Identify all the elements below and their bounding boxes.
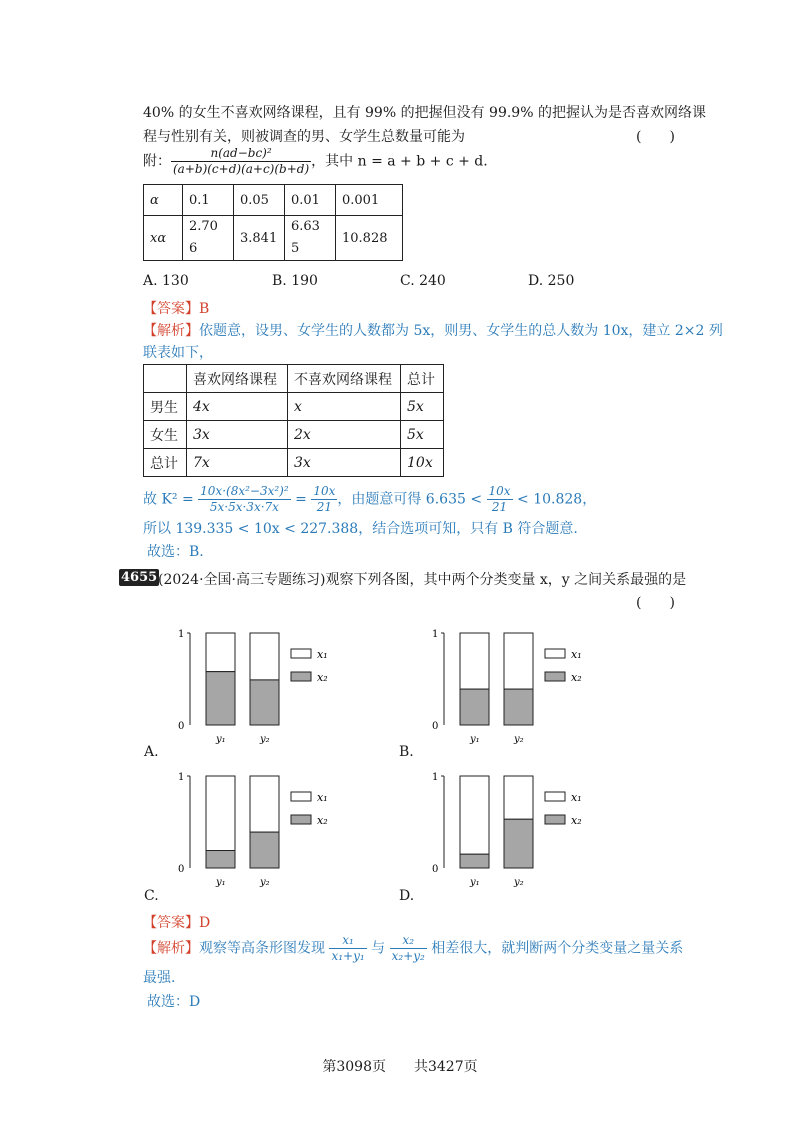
table-cell: 0.01 — [285, 185, 336, 216]
legend-label: x₂ — [317, 671, 328, 684]
table-cell: α — [144, 185, 183, 216]
legend-swatch-x1 — [291, 649, 311, 658]
option-d: D. 250 — [528, 273, 575, 289]
fraction-numerator: 10x — [488, 484, 511, 498]
x-category-label: y₂ — [514, 877, 524, 888]
table-cell: 女生 — [144, 421, 187, 449]
table-cell: 10.828 — [336, 216, 403, 261]
table-cell: 2.70 6 — [183, 216, 234, 261]
x-category-label: y₁ — [470, 877, 480, 888]
bar-segment-x2 — [206, 672, 235, 725]
bar-segment-x2 — [250, 680, 279, 725]
answer-line-2 — [143, 912, 210, 932]
legend-swatch-x2 — [291, 672, 311, 681]
chart-option-label: C. — [144, 888, 159, 904]
table-header-cell: 不喜欢网络课程 — [288, 365, 401, 393]
table-header-cell: 总计 — [401, 365, 444, 393]
option-b: B. 190 — [272, 273, 318, 289]
k-prefix: 故 K² = — [143, 491, 199, 508]
fraction-denominator: 21 — [316, 500, 332, 514]
analysis2-line2: 最强. — [143, 970, 176, 986]
legend-swatch-x2 — [545, 815, 565, 824]
table-cell: 0.05 — [234, 185, 285, 216]
table-cell: 6.63 5 — [285, 216, 336, 261]
bar-segment-x2 — [206, 851, 235, 868]
table-cell: 5x — [401, 421, 444, 449]
legend-swatch-x2 — [291, 815, 311, 824]
table-cell: 7x — [187, 449, 288, 477]
y-tick-label: 1 — [178, 629, 185, 640]
fraction-denominator: x₂+y₂ — [391, 949, 425, 963]
analysis-mid: 与 — [366, 940, 390, 957]
analysis-text: 依题意，设男、女学生的人数都为 5x，则男、女学生的总人数为 10x，建立 2×2 列 — [199, 323, 723, 339]
y-tick-label: 0 — [432, 721, 439, 732]
table-cell: 3.841 — [234, 216, 285, 261]
x-category-label: y₂ — [260, 734, 270, 745]
page-footer: 第3098页 共3427页 — [322, 1059, 478, 1075]
analysis-line2: 联表如下， — [143, 345, 213, 361]
legend-swatch-x1 — [545, 792, 565, 801]
formula-numerator: n(ad−bc)² — [171, 146, 311, 162]
legend-label: x₁ — [571, 648, 582, 661]
option-c: C. 240 — [400, 273, 446, 289]
analysis2-choice: 故选：D — [147, 994, 201, 1010]
chart-option-label: A. — [144, 744, 159, 760]
fraction-numerator: 10x — [313, 484, 336, 498]
table-cell: x — [288, 393, 401, 421]
question2-text: (2024·全国·高三专题练习)观察下列各图，其中两个分类变量 x，y 之间关系最强的是 — [158, 572, 687, 588]
y-tick-label: 1 — [432, 629, 439, 640]
table-cell: 3x — [187, 421, 288, 449]
table-cell: 10x — [401, 449, 444, 477]
answer-tag: 【答案】 — [143, 915, 199, 931]
ratio-fraction-2 — [390, 933, 427, 964]
bar-segment-x2 — [460, 689, 489, 725]
answer-value: B — [199, 301, 210, 317]
option-a: A. 130 — [143, 273, 189, 289]
chart-option-label: B. — [399, 744, 414, 760]
chart-option-label: D. — [399, 888, 415, 904]
bar-segment-x2 — [460, 854, 489, 868]
table-cell: 0.001 — [336, 185, 403, 216]
bar-segment-x2 — [250, 832, 279, 868]
fraction-numerator: x₁ — [329, 933, 366, 949]
fraction-denominator: 21 — [491, 500, 508, 514]
fraction-denominator: 5x·5x·3x·7x — [209, 500, 279, 514]
formula-prefix: 附： — [143, 153, 171, 170]
table-cell: 2x — [288, 421, 401, 449]
x-category-label: y₂ — [260, 877, 270, 888]
answer-value: D — [199, 915, 211, 931]
y-tick-label: 0 — [178, 864, 185, 875]
bar-segment-x1 — [460, 776, 489, 854]
answer-tag: 【答案】 — [143, 301, 199, 317]
legend-label: x₂ — [317, 814, 328, 827]
table-cell: 5x — [401, 393, 444, 421]
fraction-denominator: x₁+y₁ — [331, 949, 365, 963]
bar-segment-x1 — [206, 776, 235, 851]
answer-blank: ( ) — [636, 129, 675, 145]
table-cell: 3x — [288, 449, 401, 477]
k-mid-text: ，由题意可得 6.635 < — [337, 491, 487, 508]
table-cell: 男生 — [144, 393, 187, 421]
bar-segment-x2 — [504, 819, 533, 868]
analysis-conclusion: 所以 139.335 < 10x < 227.388，结合选项可知，只有 B 符合题意. — [143, 521, 578, 537]
bar-segment-x1 — [504, 776, 533, 819]
analysis-tag: 【解析】 — [143, 940, 199, 957]
legend-label: x₂ — [571, 671, 582, 684]
legend-swatch-x1 — [545, 649, 565, 658]
bar-segment-x1 — [250, 633, 279, 680]
fraction-numerator: 10x·(8x²−3x²)² — [200, 484, 289, 498]
x-category-label: y₁ — [216, 734, 226, 745]
analysis-text: 观察等高条形图发现 — [199, 940, 330, 957]
bar-segment-x1 — [206, 633, 235, 672]
formula-denominator: (a+b)(c+d)(a+c)(b+d) — [173, 162, 310, 176]
table-cell: 0.1 — [183, 185, 234, 216]
legend-label: x₁ — [571, 791, 582, 804]
question-text-line1: 40% 的女生不喜欢网络课程，且有 99% 的把握但没有 99.9% 的把握认为是否喜欢网络课 — [143, 105, 706, 121]
formula-suffix: ，其中 n = a + b + c + d. — [311, 153, 488, 170]
y-tick-label: 0 — [432, 864, 439, 875]
table-cell: xα — [144, 216, 183, 261]
table-cell: 4x — [187, 393, 288, 421]
analysis2-line1 — [143, 933, 683, 964]
bar-segment-x1 — [504, 633, 533, 689]
bar-segment-x1 — [250, 776, 279, 832]
fraction-numerator: x₂ — [390, 933, 427, 949]
bar-segment-x2 — [504, 689, 533, 725]
y-tick-label: 0 — [178, 721, 185, 732]
analysis-choice: 故选：B. — [147, 544, 204, 560]
bar-segment-x1 — [460, 633, 489, 689]
legend-swatch-x1 — [291, 792, 311, 801]
analysis-tag: 【解析】 — [143, 323, 199, 339]
legend-swatch-x2 — [545, 672, 565, 681]
question-text-line2: 程与性别有关，则被调查的男、女学生总数量可能为 — [143, 129, 465, 145]
y-tick-label: 1 — [178, 772, 185, 783]
x-category-label: y₁ — [216, 877, 226, 888]
analysis-post: 相差很大，就判断两个分类变量之量关系 — [426, 940, 684, 957]
x-category-label: y₁ — [470, 734, 480, 745]
answer-blank-2: ( ) — [636, 595, 675, 611]
ratio-fraction-1 — [329, 933, 366, 964]
legend-label: x₁ — [317, 648, 328, 661]
legend-label: x₁ — [317, 791, 328, 804]
table-header-cell: 喜欢网络课程 — [187, 365, 288, 393]
k-end-text: < 10.828， — [512, 491, 597, 508]
x-category-label: y₂ — [514, 734, 524, 745]
legend-label: x₂ — [571, 814, 582, 827]
k-equals: = — [290, 491, 312, 508]
y-tick-label: 1 — [432, 772, 439, 783]
question-number-badge: 4655 — [121, 570, 158, 585]
table-cell: 总计 — [144, 449, 187, 477]
